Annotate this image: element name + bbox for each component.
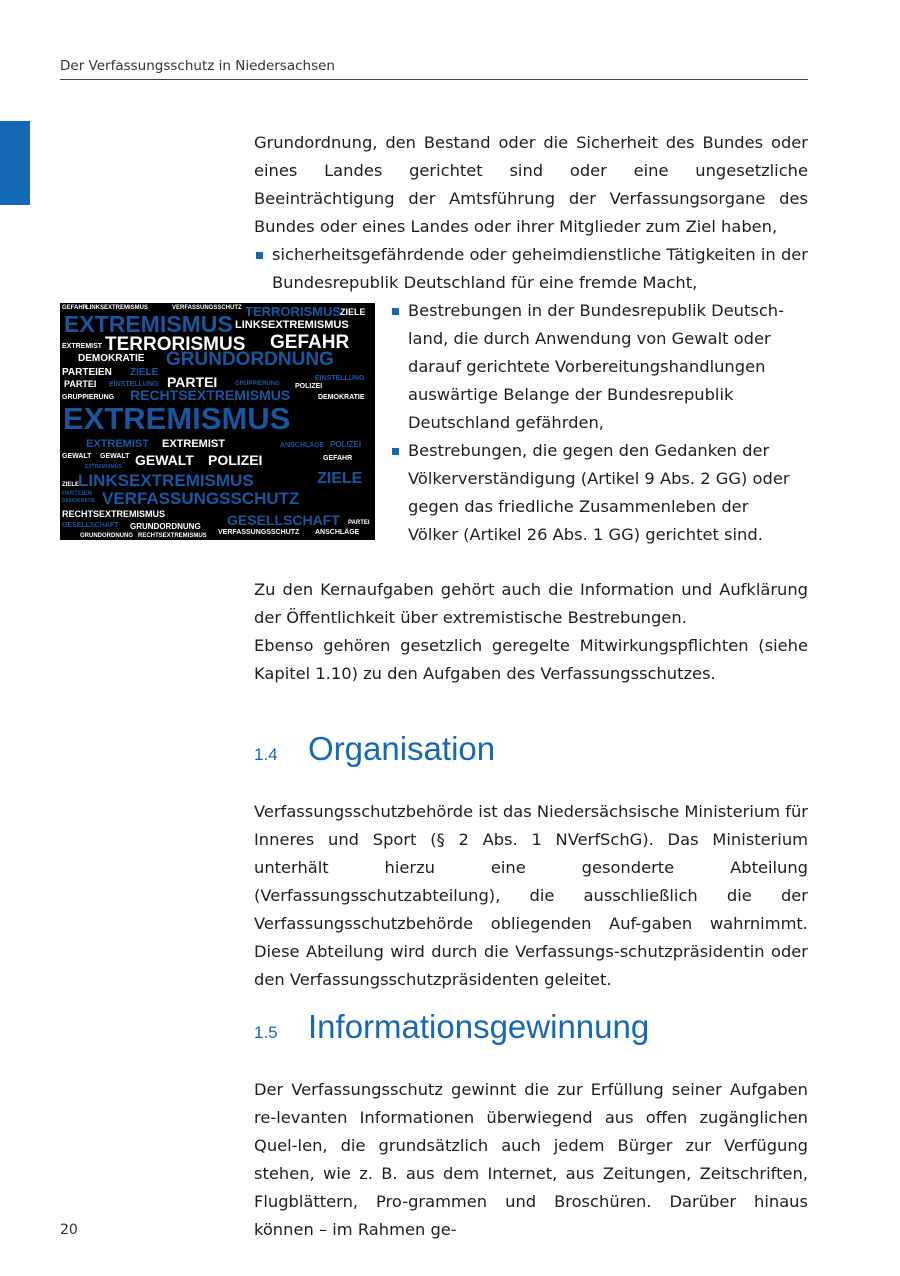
paragraph-cooperation: Ebenso gehören gesetzlich geregelte Mitwirkungspflichten (siehe Kapitel 1.10) zu den Aufgaben des Verfassungsschutzes. [254,636,808,683]
intro-continuation: Grundordnung, den Bestand oder die Sicherheit des Bundes oder eines Landes gerichtet sind oder eine ungesetzliche Beeinträchtigung der Amtsführung der Verfassungsorgane des Bundes oder eines Landes oder ihrer Mitglieder zum Ziel haben, [254,133,808,236]
section-number: 1.5 [254,1023,278,1042]
word: VERFASSUNGSSCHUTZ [218,529,300,536]
word: EINSTELLUNG [315,375,365,382]
word: PARTEIEN [62,491,92,497]
section-heading-organisation [254,730,495,768]
information-body [254,1076,808,1244]
page-number: 20 [60,1222,78,1238]
word: RECHTSEXTREMISMUS [138,533,207,539]
word: LINKSEXTREMISMUS [78,471,254,490]
word: EXTREMISMUS [63,401,291,436]
chapter-side-tab [0,121,30,205]
paragraph-information: Zu den Kernaufgaben gehört auch die Information und Aufklärung der Öffentlichkeit über extremistische Bestrebungen. [254,580,808,627]
word: GEWALT [100,453,130,460]
bullets-beside-image [390,297,790,549]
word: GEWALT [135,452,194,468]
word: GRUNDORDNUNG [130,522,201,531]
word: PARTEIEN [62,367,112,378]
word: RECHTSEXTREMISMUS [130,387,291,403]
bullet-square-icon [392,448,399,455]
word: EXTREMISMUS [85,464,122,470]
word: POLIZEI [295,383,323,390]
word: GEFAHR [62,305,88,311]
word: POLIZEI [208,452,263,468]
information-text: Der Verfassungsschutz gewinnt die zur Erfüllung seiner Aufgaben re-levanten Informationen überwiegend aus offen zugänglichen Quel-len, die grundsätzlich auch jedem Bürger zur Verfügung stehen, wie z. B. aus dem Internet, aus Zeitungen, Zeitschriften, Flugblättern, Pro-grammen und Broschüren. Darüber hinaus können – im Rahmen ge- [254,1080,808,1239]
word: GEFAHR [323,455,353,462]
word: VERFASSUNGSSCHUTZ [102,489,300,508]
word: PARTEI [348,520,370,526]
word: ANSCHLÄGE [280,442,325,449]
word: ANSCHLÄGE [315,529,360,536]
word: DEMOKRATIE [318,394,365,401]
word: GEFAHR [270,332,350,353]
word: TERRORISMUS [245,304,342,319]
organisation-body [254,798,808,994]
section-number: 1.4 [254,745,278,764]
word: EXTREMIST [162,438,225,450]
running-header: Der Verfassungsschutz in Niedersachsen [60,58,808,80]
intro-continuation-block [254,129,808,297]
word: LINKSEXTREMISMUS [235,319,349,331]
word: GRUNDORDNUNG [80,533,133,539]
extremism-word-cloud-image [60,303,375,540]
core-tasks-paragraph [254,576,808,688]
section-title: Organisation [308,730,496,767]
section-heading-informationsgewinnung [254,1008,649,1046]
organisation-text: Verfassungsschutzbehörde ist das Niedersächsische Ministerium für Inneres und Sport (§ 2 Abs. 1 NVerfSchG). Das Ministerium unterhält hierzu eine gesonderte Abteilung (Verfassungsschutzabteilung), die ausschließlich die der Verfassungsschutzbehörde obliegenden Auf-gaben wahrnimmt. Diese Abteilung wird durch die Verfassungs-schutzpräsidentin oder den Verfassungsschutzpräsidenten geleitet. [254,802,808,989]
word: ZIELE [130,367,159,378]
bullet-text: Bestrebungen in der Bundesrepublik Deutsch-land, die durch Anwendung von Gewalt oder darauf gerichtete Vorbereitungshandlungen auswärtige Belange der Bundesrepublik Deutschland gefährden, [408,301,784,432]
word: EXTREMIST [86,438,149,450]
word: GESELLSCHAFT [62,522,119,529]
bullet-square-icon [256,252,263,259]
bullet-square-icon [392,308,399,315]
word: EXTREMISMUS [64,311,233,337]
word: GESELLSCHAFT [227,512,340,528]
word: TERRORISMUS [105,334,246,355]
word: EINSTELLUNG [109,381,159,388]
bullet-item [254,241,808,297]
word: ZIELE [62,482,80,488]
word: ZIELE [317,470,363,487]
bullet-text: Bestrebungen, die gegen den Gedanken der Völkerverständigung (Artikel 9 Abs. 2 GG) oder gegen das friedliche Zusammenleben der Völker (Artikel 26 Abs. 1 GG) gerichtet sind. [408,441,790,544]
word: VERFASSUNGSSCHUTZ [172,305,242,311]
word: DEMOKRATIE [62,498,96,504]
word: DEMOKRATIE [78,353,145,364]
section-title: Informationsgewinnung [308,1008,650,1045]
word: POLIZEI [330,440,362,449]
word: PARTEI [64,379,97,389]
word: GRUNDORDNUNG [166,349,334,370]
word: RECHTSEXTREMISMUS [62,509,166,519]
bullet-item [390,297,790,437]
word: GRUPPIERUNG [62,394,115,401]
word-cloud-svg [60,303,375,540]
bullet-text: sicherheitsgefährdende oder geheimdienstliche Tätigkeiten in der Bundesrepublik Deutschland für eine fremde Macht, [272,245,808,292]
word: LINKSEXTREMISMUS [86,305,149,311]
word: GRUPPIERUNG [235,381,280,387]
bullet-item [390,437,790,549]
word: GEWALT [62,453,92,460]
word: ZIELE [340,307,366,317]
word: PARTEI [167,374,218,390]
word: EXTREMIST [62,343,103,350]
